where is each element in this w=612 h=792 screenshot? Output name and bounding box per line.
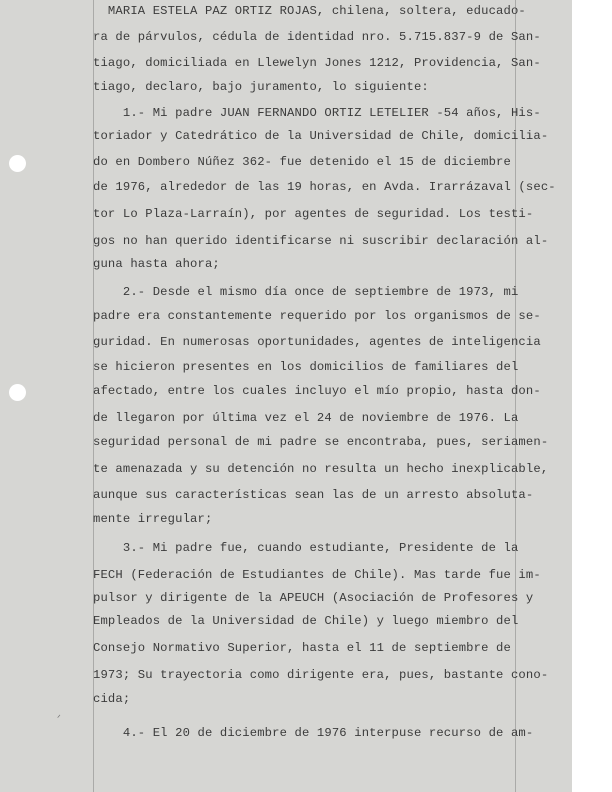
text-line: MARIA ESTELA PAZ ORTIZ ROJAS, chilena, soltera, educado-	[93, 4, 526, 18]
ink-speck-mark: ᐟ	[57, 714, 61, 724]
text-line: padre era constantemente requerido por los organismos de se-	[93, 309, 541, 323]
text-line: do en Dombero Núñez 362- fue detenido el 15 de diciembre	[93, 155, 511, 169]
text-line: te amenazada y su detención no resulta un hecho inexplicable,	[93, 462, 549, 476]
text-line: guna hasta ahora;	[93, 257, 220, 271]
text-line: 3.- Mi padre fue, cuando estudiante, Presidente de la	[93, 541, 519, 555]
text-line: 1973; Su trayectoria como dirigente era, pues, bastante cono-	[93, 668, 549, 682]
text-line: aunque sus características sean las de un arresto absoluta-	[93, 488, 534, 502]
text-line: toriador y Catedrático de la Universidad de Chile, domicilia-	[93, 129, 549, 143]
punch-hole-bottom	[9, 384, 26, 401]
text-line: pulsor y dirigente de la APEUCH (Asociación de Profesores y	[93, 591, 534, 605]
text-line: afectado, entre los cuales incluyo el mío propio, hasta don-	[93, 384, 541, 398]
text-line: de llegaron por última vez el 24 de noviembre de 1976. La	[93, 411, 519, 425]
punch-hole-top	[9, 155, 26, 172]
text-line: 2.- Desde el mismo día once de septiembre de 1973, mi	[93, 285, 519, 299]
text-line: se hicieron presentes en los domicilios de familiares del	[93, 360, 519, 374]
text-line: ra de párvulos, cédula de identidad nro. 5.715.837-9 de San-	[93, 30, 541, 44]
text-line: tiago, domiciliada en Llewelyn Jones 1212, Providencia, San-	[93, 56, 541, 70]
text-line: Consejo Normativo Superior, hasta el 11 de septiembre de	[93, 641, 511, 655]
white-right-margin	[572, 0, 612, 792]
text-line: de 1976, alrededor de las 19 horas, en Avda. Irarrázaval (sec-	[93, 180, 556, 194]
text-line: cida;	[93, 692, 131, 706]
text-line: mente irregular;	[93, 512, 213, 526]
text-line: seguridad personal de mi padre se encontraba, pues, seriamen-	[93, 435, 549, 449]
text-line: 1.- Mi padre JUAN FERNANDO ORTIZ LETELIER -54 años, His-	[93, 106, 541, 120]
text-line: FECH (Federación de Estudiantes de Chile). Mas tarde fue im-	[93, 568, 541, 582]
text-line: tor Lo Plaza-Larraín), por agentes de seguridad. Los testi-	[93, 207, 534, 221]
text-line: guridad. En numerosas oportunidades, agentes de inteligencia	[93, 335, 541, 349]
text-line: gos no han querido identificarse ni suscribir declaración al-	[93, 234, 549, 248]
text-line: tiago, declaro, bajo juramento, lo siguiente:	[93, 80, 429, 94]
text-line: 4.- El 20 de diciembre de 1976 interpuse recurso de am-	[93, 726, 534, 740]
text-line: Empleados de la Universidad de Chile) y luego miembro del	[93, 614, 519, 628]
